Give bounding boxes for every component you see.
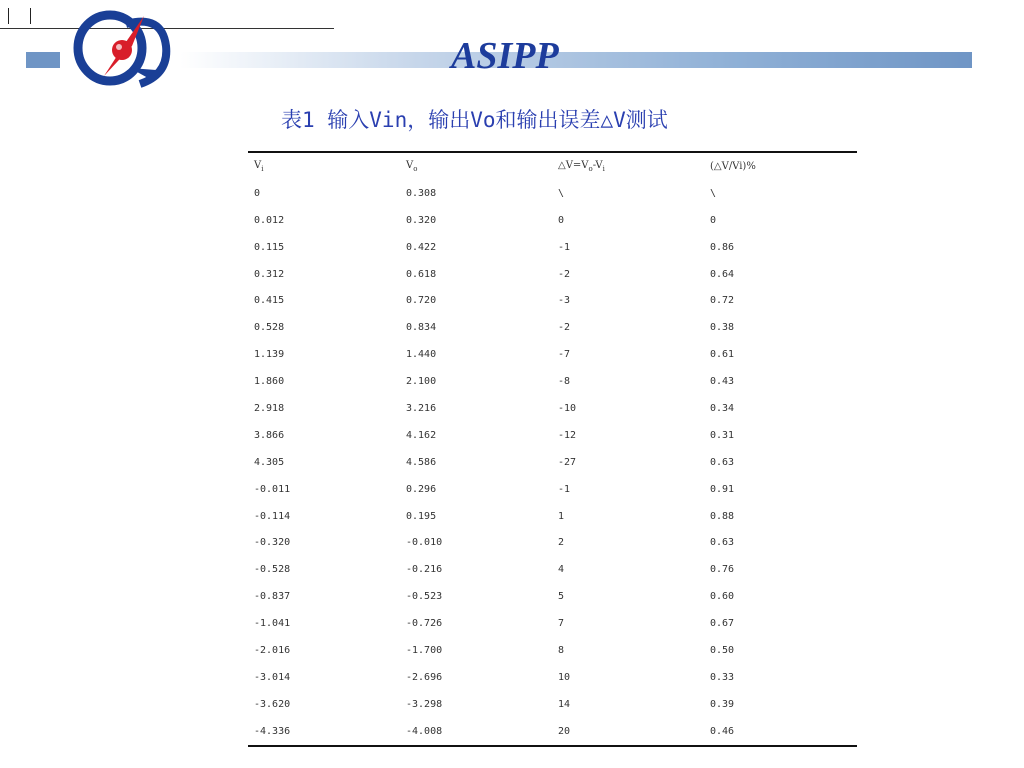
column-header (400, 153, 552, 180)
table-cell: 0.39 (710, 698, 735, 710)
table-cell: -0.837 (254, 591, 291, 603)
table-cell: 0.67 (710, 618, 735, 630)
table-cell: 10 (558, 671, 571, 683)
header-subscript: i (602, 164, 605, 173)
table-cell: 0.46 (710, 725, 735, 737)
table-cell: -4.336 (254, 725, 291, 737)
table-header-row (248, 153, 857, 180)
table-cell: 1.860 (254, 376, 285, 388)
table-cell: -1.041 (254, 618, 291, 630)
table-cell: -3.298 (406, 698, 443, 710)
table-cell: -2 (558, 322, 571, 334)
table-cell: 2.918 (254, 402, 285, 414)
table-cell: 0.63 (710, 537, 735, 549)
table-cell: -0.114 (254, 510, 291, 522)
table-row (248, 207, 857, 234)
table-cell: 0.296 (406, 483, 437, 495)
table-cell: 0.38 (710, 322, 735, 334)
table-row (248, 341, 857, 368)
table-row (248, 314, 857, 341)
table-cell: 0.60 (710, 591, 735, 603)
table-cell: -1 (558, 483, 571, 495)
table-cell: \ (710, 187, 717, 199)
table-cell: 4 (558, 564, 565, 576)
table-cell: 0.34 (710, 402, 735, 414)
table-row (248, 476, 857, 503)
table-cell: 0.312 (254, 268, 285, 280)
header-subscript: i (261, 164, 264, 173)
table-cell: 4.162 (406, 429, 437, 441)
table-cell: -8 (558, 376, 571, 388)
table-cell: -0.528 (254, 564, 291, 576)
table-cell: 0.86 (710, 241, 735, 253)
table-row (248, 556, 857, 583)
table-cell: 0.33 (710, 671, 735, 683)
header-text: V (406, 159, 414, 171)
column-header (248, 153, 400, 180)
table-row (248, 610, 857, 637)
table-cell: -1 (558, 241, 571, 253)
table-row (248, 529, 857, 556)
table-cell: -4.008 (406, 725, 443, 737)
table-cell: 5 (558, 591, 565, 603)
table-cell: 0 (254, 187, 261, 199)
table-cell: 0.91 (710, 483, 735, 495)
table-row (248, 261, 857, 288)
table-cell: 2 (558, 537, 565, 549)
table-cell: -3 (558, 295, 571, 307)
table-cell: -10 (558, 402, 577, 414)
table-cell: -0.216 (406, 564, 443, 576)
table-cell: 0.320 (406, 214, 437, 226)
table-cell: 0.43 (710, 376, 735, 388)
table-cell: 0 (710, 214, 717, 226)
table-row (248, 691, 857, 718)
table-cell: -7 (558, 349, 571, 361)
window-tick-right (30, 8, 31, 24)
table-cell: 0.115 (254, 241, 285, 253)
table-cell: 4.586 (406, 456, 437, 468)
header-subscript: o (413, 164, 418, 173)
table-row (248, 395, 857, 422)
table-row (248, 180, 857, 207)
table-cell: 0.195 (406, 510, 437, 522)
table-cell: 0.88 (710, 510, 735, 522)
column-header (704, 153, 857, 180)
table-row (248, 449, 857, 476)
table-cell: \ (558, 187, 565, 199)
institute-logo-icon (70, 6, 172, 90)
header-text: (△V/Vi)% (710, 160, 756, 172)
table-cell: -3.014 (254, 671, 291, 683)
table-cell: 0.50 (710, 644, 735, 656)
table-cell: 0.618 (406, 268, 437, 280)
table-cell: 0.308 (406, 187, 437, 199)
table-row (248, 664, 857, 691)
table-cell: -0.320 (254, 537, 291, 549)
brand-title: ASIPP (451, 35, 559, 77)
table-row (248, 637, 857, 664)
table-cell: 1 (558, 510, 565, 522)
table-row (248, 234, 857, 261)
table-cell: 8 (558, 644, 565, 656)
table-row (248, 422, 857, 449)
table-cell: 0.422 (406, 241, 437, 253)
table-cell: 0.528 (254, 322, 285, 334)
table-cell: 3.216 (406, 402, 437, 414)
table-body (248, 180, 857, 745)
header-text: △V=V (558, 159, 589, 171)
table-cell: -2.696 (406, 671, 443, 683)
data-table (248, 151, 857, 747)
table-bottom-rule (248, 745, 857, 747)
table-cell: 0.64 (710, 268, 735, 280)
table-cell: -0.726 (406, 618, 443, 630)
table-cell: 4.305 (254, 456, 285, 468)
table-cell: -0.011 (254, 483, 291, 495)
table-caption: 表1 输入Vin，输出Vo和输出误差△V测试 (281, 108, 668, 132)
table-cell: -2.016 (254, 644, 291, 656)
header-band-right (180, 52, 972, 68)
table-cell: 0.012 (254, 214, 285, 226)
table-cell: 3.866 (254, 429, 285, 441)
header-text: -V (592, 159, 603, 171)
column-header (552, 153, 704, 180)
table-cell: 0.415 (254, 295, 285, 307)
header-text: V (254, 159, 262, 171)
table-cell: 0.31 (710, 429, 735, 441)
table-cell: -27 (558, 456, 577, 468)
table-cell: 7 (558, 618, 565, 630)
measurement-table (248, 153, 857, 745)
table-row (248, 368, 857, 395)
table-row (248, 287, 857, 314)
table-cell: 0.72 (710, 295, 735, 307)
table-cell: 2.100 (406, 376, 437, 388)
table-cell: -3.620 (254, 698, 291, 710)
table-cell: 0.76 (710, 564, 735, 576)
table-cell: -12 (558, 429, 577, 441)
table-cell: 0.61 (710, 349, 735, 361)
table-cell: 0 (558, 214, 565, 226)
header-band-left (26, 52, 60, 68)
table-row (248, 583, 857, 610)
table-cell: 20 (558, 725, 571, 737)
table-row (248, 718, 857, 745)
window-tick-left (8, 8, 9, 24)
table-cell: 14 (558, 698, 571, 710)
table-cell: 0.720 (406, 295, 437, 307)
header-subscript: o (588, 164, 593, 173)
table-cell: 0.834 (406, 322, 437, 334)
table-cell: -2 (558, 268, 571, 280)
table-cell: 1.139 (254, 349, 285, 361)
table-cell: -0.010 (406, 537, 443, 549)
table-cell: -1.700 (406, 644, 443, 656)
table-cell: 1.440 (406, 349, 437, 361)
table-row (248, 503, 857, 530)
table-cell: 0.63 (710, 456, 735, 468)
table-cell: -0.523 (406, 591, 443, 603)
